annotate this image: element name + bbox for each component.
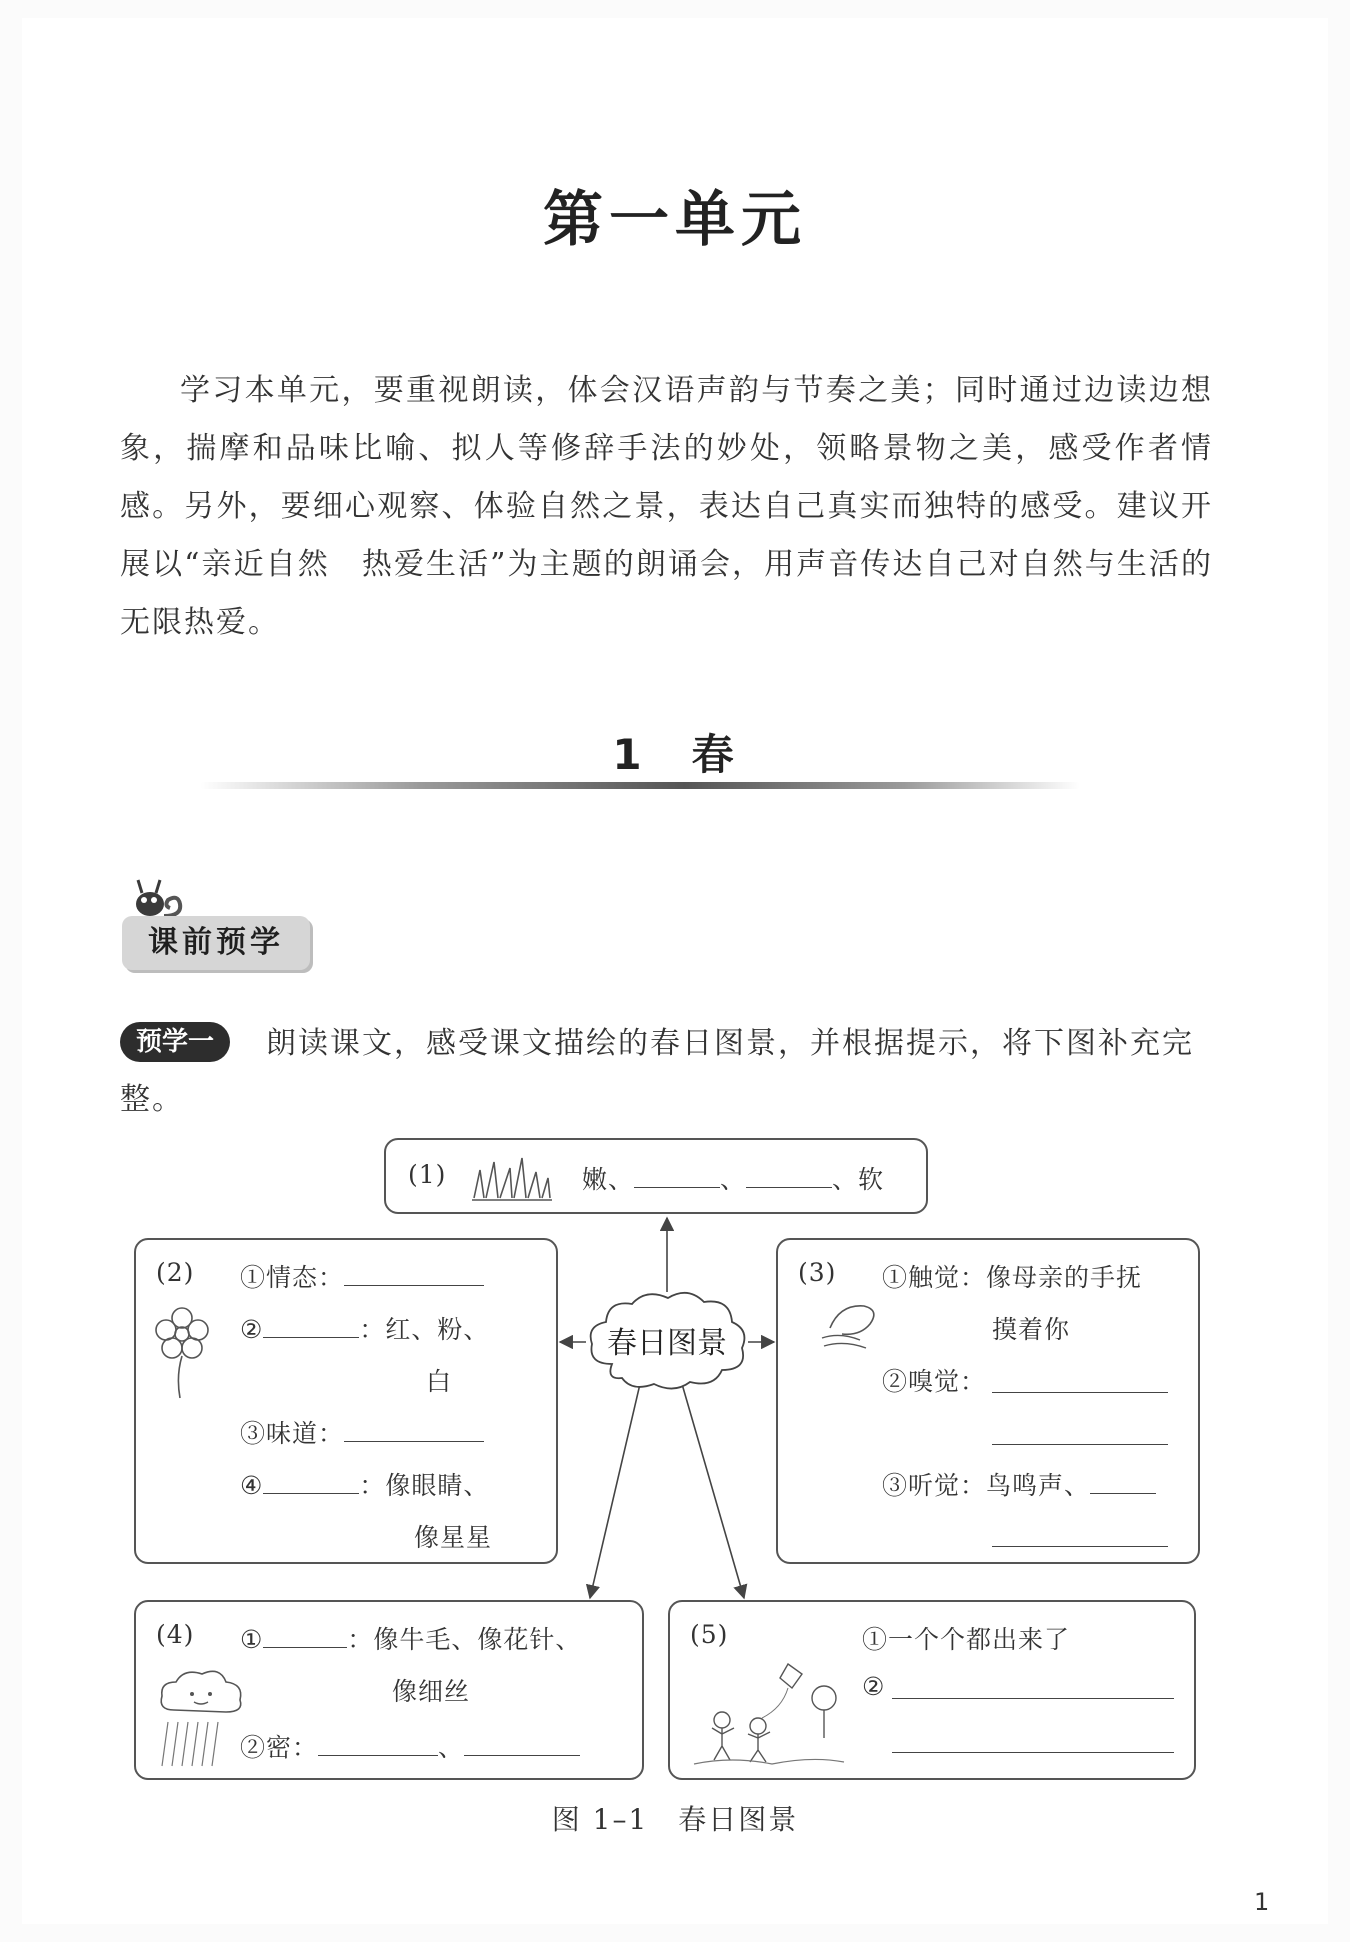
box-2-item-2 — [240, 1310, 489, 1346]
box-3-blank-2b[interactable] — [992, 1444, 1168, 1445]
grass-icon — [470, 1148, 554, 1204]
box-1-number: (1) — [408, 1160, 447, 1189]
box-1-blank-2[interactable] — [746, 1161, 832, 1188]
box-2-item-1 — [240, 1258, 484, 1294]
box-4-item-2-sep: 、 — [438, 1733, 465, 1762]
flower-icon — [146, 1304, 218, 1400]
exercise-instruction: 朗读课文，感受课文描绘的春日图景，并根据提示，将下图补充完整。 — [120, 1026, 1194, 1117]
figure-caption: 图 1–1 春日图景 — [551, 1803, 799, 1836]
unit-intro-text: 学习本单元，要重视朗读，体会汉语声韵与节奏之美；同时通过边读边想象，揣摩和品味比喻、拟人等修辞手法的妙处，领略景物之美，感受作者情感。另外，要细心观察、体验自然之景，表达自己真实而独特的感受。建议开展以“亲近自然 热爱生活”为主题的朗诵会，用声音传达自己对自然与生活的无限热爱。 — [120, 373, 1213, 640]
box-2-blank-3[interactable] — [344, 1415, 484, 1442]
box-4-item-1-cont: 像细丝 — [392, 1677, 471, 1706]
diagram-box-1 — [384, 1138, 928, 1214]
box-2-number: (2) — [156, 1258, 195, 1287]
diagram-box-3 — [776, 1238, 1200, 1564]
lesson-title: 1 春 — [612, 730, 738, 779]
box-2-item-2-cont: 白 — [426, 1367, 453, 1396]
box-2-blank-1[interactable] — [344, 1259, 484, 1286]
box-2-item-4-label: ：像眼睛、 — [359, 1471, 490, 1500]
box-4-blank-1[interactable] — [263, 1621, 347, 1648]
kids-kite-icon — [692, 1658, 846, 1768]
box-3-blank-3[interactable] — [1090, 1467, 1156, 1494]
box-5-item-1: ①一个个都出来了 — [862, 1625, 1071, 1654]
box-1-tender: 嫩、 — [582, 1165, 635, 1194]
box-5-blank-2a[interactable] — [892, 1698, 1174, 1699]
box-3-blank-3b[interactable] — [992, 1546, 1168, 1547]
box-2-item-2-label: ：红、粉、 — [359, 1315, 490, 1344]
box-2-blank-2[interactable] — [263, 1311, 359, 1338]
diagram-box-2 — [134, 1238, 558, 1564]
box-1-soft: 、软 — [832, 1165, 885, 1194]
box-2-item-3 — [240, 1414, 484, 1450]
center-label: 春日图景 — [607, 1326, 727, 1361]
box-2-blank-4[interactable] — [263, 1467, 359, 1494]
box-4-blank-2a[interactable] — [318, 1729, 438, 1756]
box-1-row — [582, 1160, 884, 1196]
section-badge: 课前预学 — [122, 916, 310, 970]
box-4-item-2 — [240, 1728, 580, 1764]
box-3-item-3 — [882, 1466, 1156, 1502]
box-4-item-1 — [240, 1620, 581, 1656]
box-3-number: (3) — [798, 1258, 837, 1287]
box-3-item-1: ①触觉：像母亲的手抚 — [882, 1263, 1143, 1292]
box-5-item-2: ② — [862, 1672, 886, 1701]
exercise-tag: 预学一 — [120, 1022, 230, 1062]
box-1-blank-1[interactable] — [634, 1161, 720, 1188]
box-4-item-2-label: ②密： — [240, 1733, 319, 1762]
box-2-item-1-label: ①情态： — [240, 1263, 345, 1292]
box-5-number: (5) — [690, 1620, 729, 1649]
page-number: 1 — [1254, 1888, 1270, 1916]
diagram-box-4 — [134, 1600, 644, 1780]
box-4-item-1-num: ① — [240, 1625, 264, 1654]
box-4-number: (4) — [156, 1620, 195, 1649]
box-3-blank-2a[interactable] — [992, 1392, 1168, 1393]
breeze-icon — [820, 1298, 884, 1354]
box-3-item-2 — [882, 1362, 986, 1398]
box-4-blank-2b[interactable] — [464, 1729, 580, 1756]
box-1-sep: 、 — [720, 1165, 747, 1194]
box-2-item-4-cont: 像星星 — [414, 1523, 493, 1552]
box-3-item-2-label: ②嗅觉： — [882, 1367, 987, 1396]
rain-cloud-icon — [156, 1666, 248, 1770]
diagram-box-5 — [668, 1600, 1196, 1780]
box-4-item-1-label: ：像牛毛、像花针、 — [347, 1625, 582, 1654]
box-5-blank-2b[interactable] — [892, 1752, 1174, 1753]
box-3-item-1-cont: 摸着你 — [992, 1315, 1071, 1344]
box-2-item-4 — [240, 1466, 489, 1502]
box-2-item-4-num: ④ — [240, 1471, 264, 1500]
unit-title: 第一单元 — [543, 185, 807, 255]
box-3-item-3-label: ③听觉：鸟鸣声、 — [882, 1471, 1091, 1500]
box-2-item-3-label: ③味道： — [240, 1419, 345, 1448]
box-2-item-2-num: ② — [240, 1315, 264, 1344]
